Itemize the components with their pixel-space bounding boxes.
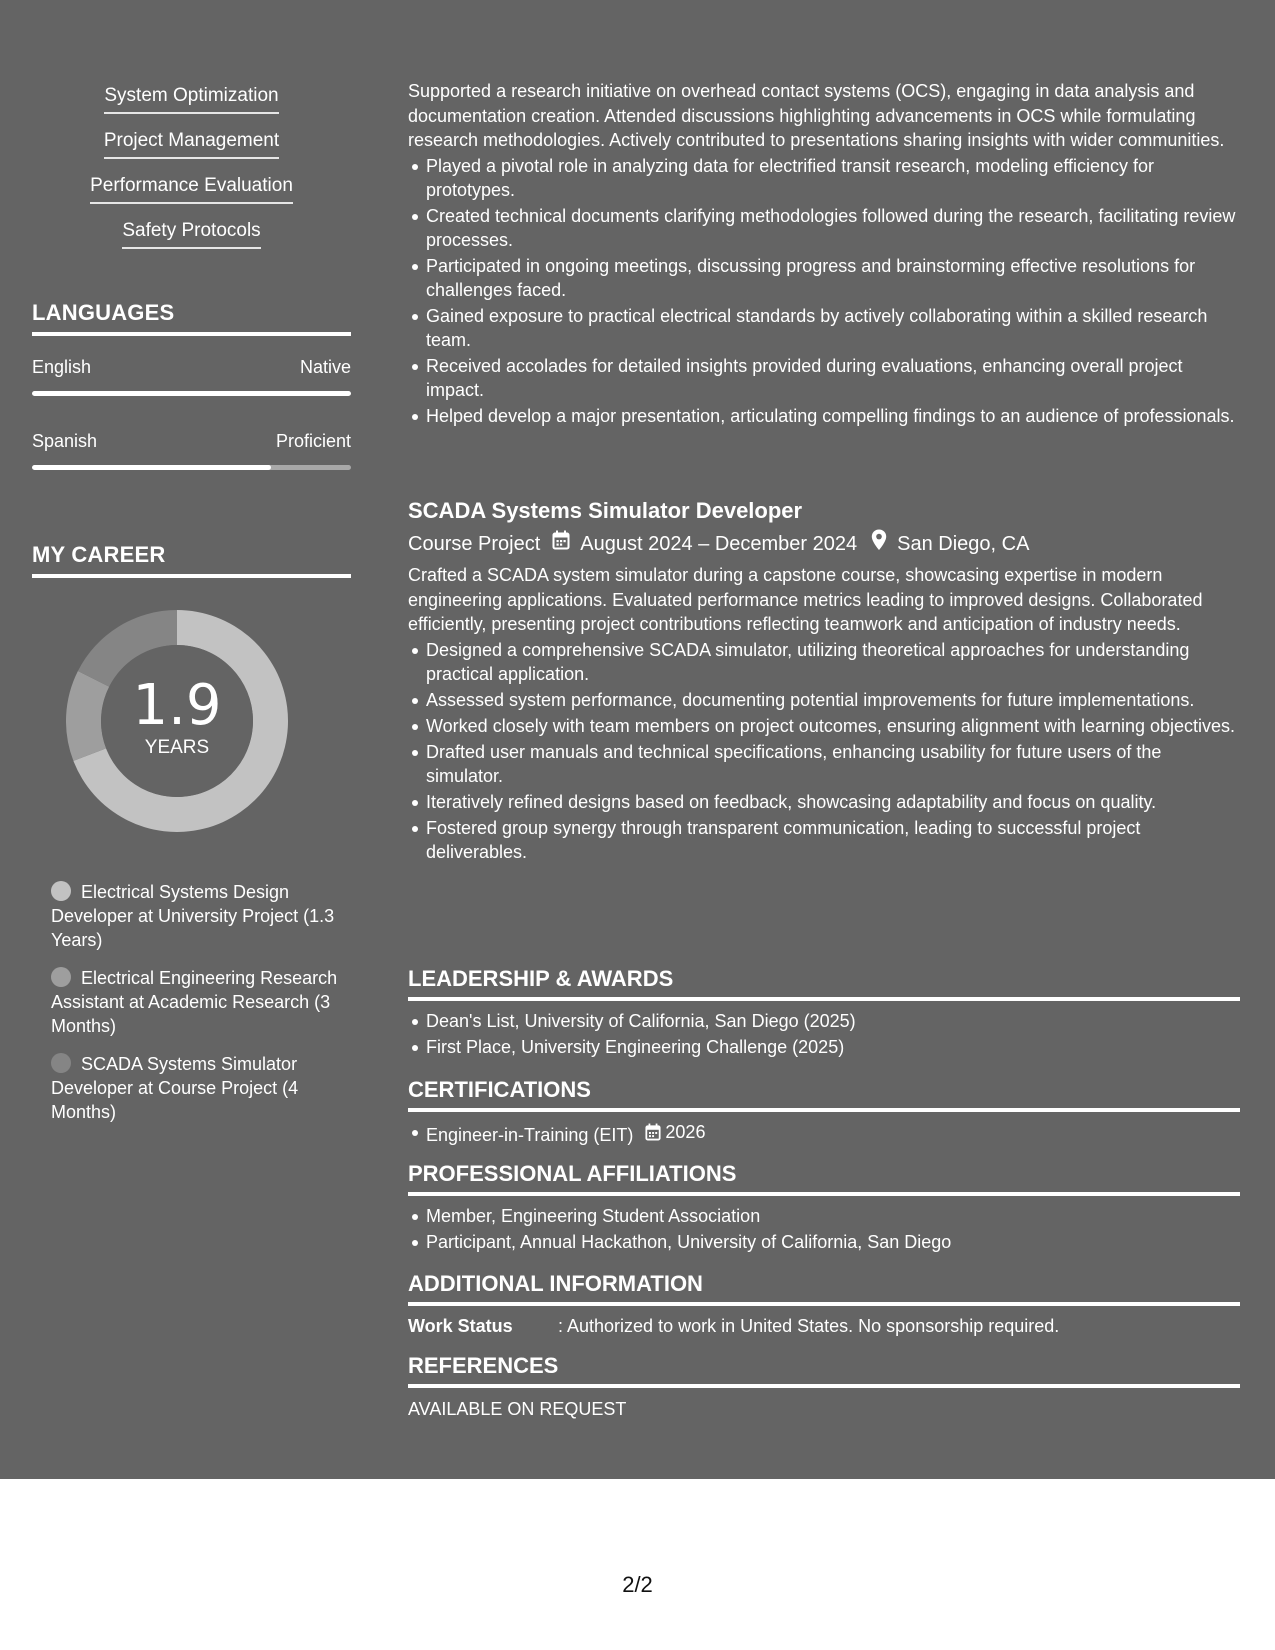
bullet-item: Assessed system performance, documenting potential improvements for future implementations. (426, 688, 1240, 712)
career-section (32, 542, 351, 1122)
references-title: REFERENCES (408, 1353, 559, 1378)
language-item (32, 356, 351, 396)
legend-dot-icon (51, 967, 71, 987)
language-name: Spanish (32, 431, 98, 451)
career-legend-item (51, 966, 341, 1038)
languages-title: LANGUAGES (32, 300, 175, 325)
bullet-item: First Place, University Engineering Challenge (2025) (426, 1035, 1240, 1059)
section-divider (408, 1302, 1240, 1306)
skill-item: Safety Protocols (122, 219, 260, 249)
affiliations-list (408, 1204, 1240, 1254)
bullet-item: Worked closely with team members on project outcomes, ensuring alignment with learning objectives. (426, 714, 1240, 738)
section-divider (408, 1384, 1240, 1388)
job-title: SCADA Systems Simulator Developer (408, 498, 803, 523)
bullet-item: Dean's List, University of California, San Diego (2025) (426, 1009, 1240, 1033)
bullet-item: Participant, Annual Hackathon, University of California, San Diego (426, 1230, 1240, 1254)
section-divider (408, 1108, 1240, 1112)
additional-info-title: ADDITIONAL INFORMATION (408, 1271, 703, 1296)
bullet-item: Helped develop a major presentation, articulating compelling findings to an audience of professionals. (426, 404, 1240, 428)
research-summary-text: Supported a research initiative on overhead contact systems (OCS), engaging in data analysis and documentation creation. Attended discussions highlighting advancements in OCS while formulating research methodologies. Actively contributed to presentations sharing insights with wider communities. (408, 81, 1225, 150)
job-dates: August 2024 – December 2024 (580, 532, 858, 555)
legend-dot-icon (51, 1053, 71, 1073)
language-proficiency-fill (32, 391, 351, 396)
skill-item: System Optimization (104, 84, 278, 114)
page-number: 2/2 (622, 1572, 653, 1597)
affiliations-section (408, 1160, 1240, 1256)
bullet-item: Fostered group synergy through transparent communication, leading to successful project deliverables. (426, 816, 1240, 864)
career-years-unit: YEARS (144, 737, 210, 758)
bullet-item: Designed a comprehensive SCADA simulator, utilizing theoretical approaches for understanding practical application. (426, 638, 1240, 686)
job-bullets (408, 638, 1240, 864)
career-legend-label: Electrical Engineering Research Assistant at Academic Research (3 Months) (51, 968, 338, 1036)
skill-item: Project Management (104, 129, 279, 159)
references-text: AVAILABLE ON REQUEST (408, 1399, 627, 1419)
calendar-icon (645, 1123, 661, 1141)
bullet-item: Iteratively refined designs based on feedback, showcasing adaptability and focus on quality. (426, 790, 1240, 814)
career-donut-chart (66, 610, 288, 832)
job-location: San Diego, CA (897, 532, 1030, 555)
career-legend-label: Electrical Systems Design Developer at University Project (1.3 Years) (51, 882, 335, 950)
work-status-label: Work Status (408, 1316, 513, 1336)
location-pin-icon (871, 529, 887, 558)
job-org: Course Project (408, 532, 541, 555)
career-title: MY CAREER (32, 542, 166, 567)
job-summary: Crafted a SCADA system simulator during a capstone course, showcasing expertise in modern engineering applications. Evaluated performance metrics leading to improved designs. Collaborated efficiently, presenting project contributions reflecting teamwork and anticipation of industry needs. (408, 565, 1203, 634)
skills-list (32, 84, 351, 264)
bullet-item: Member, Engineering Student Association (426, 1204, 1240, 1228)
section-divider (408, 997, 1240, 1001)
work-status-row (408, 1314, 1240, 1338)
language-proficiency-bar (32, 465, 351, 470)
section-divider (32, 574, 351, 578)
affiliations-title: PROFESSIONAL AFFILIATIONS (408, 1161, 737, 1186)
career-legend-item (51, 880, 341, 952)
calendar-icon (552, 530, 570, 557)
career-total-years: 1.9 (132, 673, 222, 738)
certifications-title: CERTIFICATIONS (408, 1077, 591, 1102)
leadership-list (408, 1009, 1240, 1059)
languages-section (32, 300, 351, 470)
language-item (32, 430, 351, 470)
bullet-item: Received accolades for detailed insights provided during evaluations, enhancing overall project impact. (426, 354, 1240, 402)
leadership-section (408, 965, 1240, 1061)
section-divider (32, 332, 351, 336)
language-level: Proficient (275, 431, 351, 451)
language-proficiency-bar (32, 391, 351, 396)
research-bullets (408, 154, 1240, 428)
job-meta (408, 529, 1240, 558)
certifications-list (408, 1120, 1240, 1147)
skill-item: Performance Evaluation (90, 174, 293, 204)
work-status-value: : Authorized to work in United States. No sponsorship required. (558, 1316, 1060, 1336)
career-legend-label: SCADA Systems Simulator Developer at Course Project (4 Months) (51, 1054, 299, 1122)
certification-year: 2026 (665, 1122, 706, 1142)
language-level: Native (299, 357, 351, 377)
certifications-section (408, 1076, 1240, 1149)
career-legend (51, 880, 341, 1138)
bullet-item: Played a pivotal role in analyzing data for electrified transit research, modeling efficiency for prototypes. (426, 154, 1240, 202)
certification-item (426, 1120, 1240, 1147)
bullet-item: Gained exposure to practical electrical standards by actively collaborating within a skilled research team. (426, 304, 1240, 352)
language-name: English (32, 357, 92, 377)
bullet-item: Created technical documents clarifying methodologies followed during the research, facilitating review processes. (426, 204, 1240, 252)
references-section (408, 1352, 1240, 1421)
legend-dot-icon (51, 881, 71, 901)
bullet-item: Participated in ongoing meetings, discussing progress and brainstorming effective resolutions for challenges faced. (426, 254, 1240, 302)
language-proficiency-fill (32, 465, 271, 470)
leadership-title: LEADERSHIP & AWARDS (408, 966, 674, 991)
scada-job (408, 497, 1240, 866)
certification-name: Engineer-in-Training (EIT) (426, 1125, 634, 1145)
additional-info-section (408, 1270, 1240, 1338)
research-summary (408, 79, 1240, 430)
section-divider (408, 1192, 1240, 1196)
bullet-item: Drafted user manuals and technical specifications, enhancing usability for future users of the simulator. (426, 740, 1240, 788)
career-legend-item (51, 1052, 341, 1124)
